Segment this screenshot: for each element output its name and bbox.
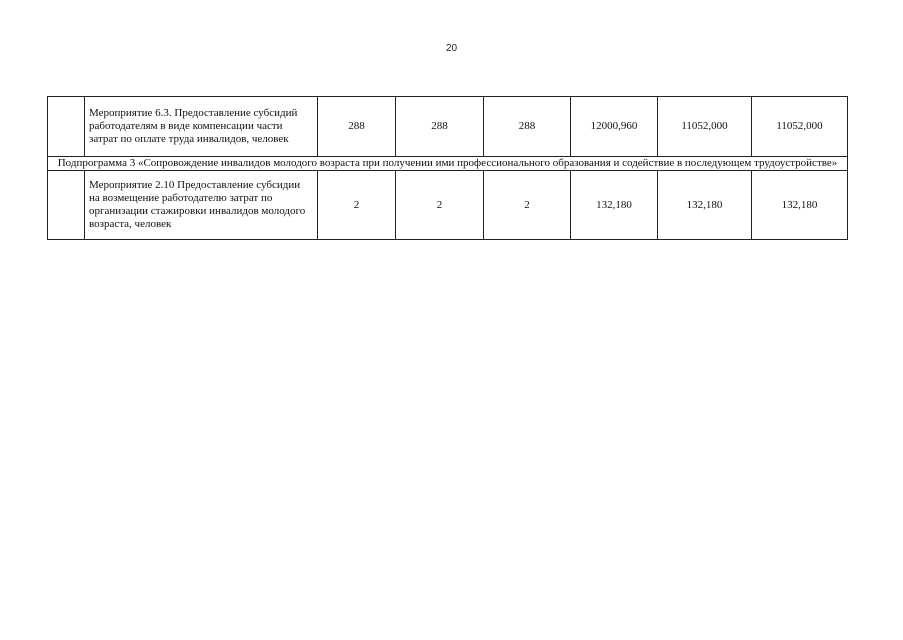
index-cell (48, 171, 85, 240)
value-cell: 288 (318, 97, 396, 157)
measure-description: Мероприятие 2.10 Предоставление субсидии на возмещение работодателю затрат по организации стажировки инвалидов молодого возраста, человек (85, 171, 318, 240)
value-cell: 2 (318, 171, 396, 240)
table-row (48, 171, 848, 240)
value-cell: 288 (396, 97, 484, 157)
measure-description: Мероприятие 6.3. Предоставление субсидий работодателям в виде компенсации части затрат по оплате труда инвалидов, человек (85, 97, 318, 157)
subprogram-row (48, 157, 848, 171)
subprogram-title: Подпрограмма 3 «Сопровождение инвалидов молодого возраста при получении ими профессионального образования и содействие в последующем трудоустройстве» (48, 157, 848, 171)
index-cell (48, 97, 85, 157)
value-cell: 12000,960 (571, 97, 658, 157)
value-cell: 2 (396, 171, 484, 240)
value-cell: 132,180 (658, 171, 752, 240)
table-row (48, 97, 848, 157)
value-cell: 132,180 (752, 171, 848, 240)
value-cell: 288 (484, 97, 571, 157)
value-cell: 2 (484, 171, 571, 240)
value-cell: 132,180 (571, 171, 658, 240)
data-table (47, 96, 848, 240)
page-number: 20 (445, 43, 458, 54)
value-cell: 11052,000 (658, 97, 752, 157)
value-cell: 11052,000 (752, 97, 848, 157)
